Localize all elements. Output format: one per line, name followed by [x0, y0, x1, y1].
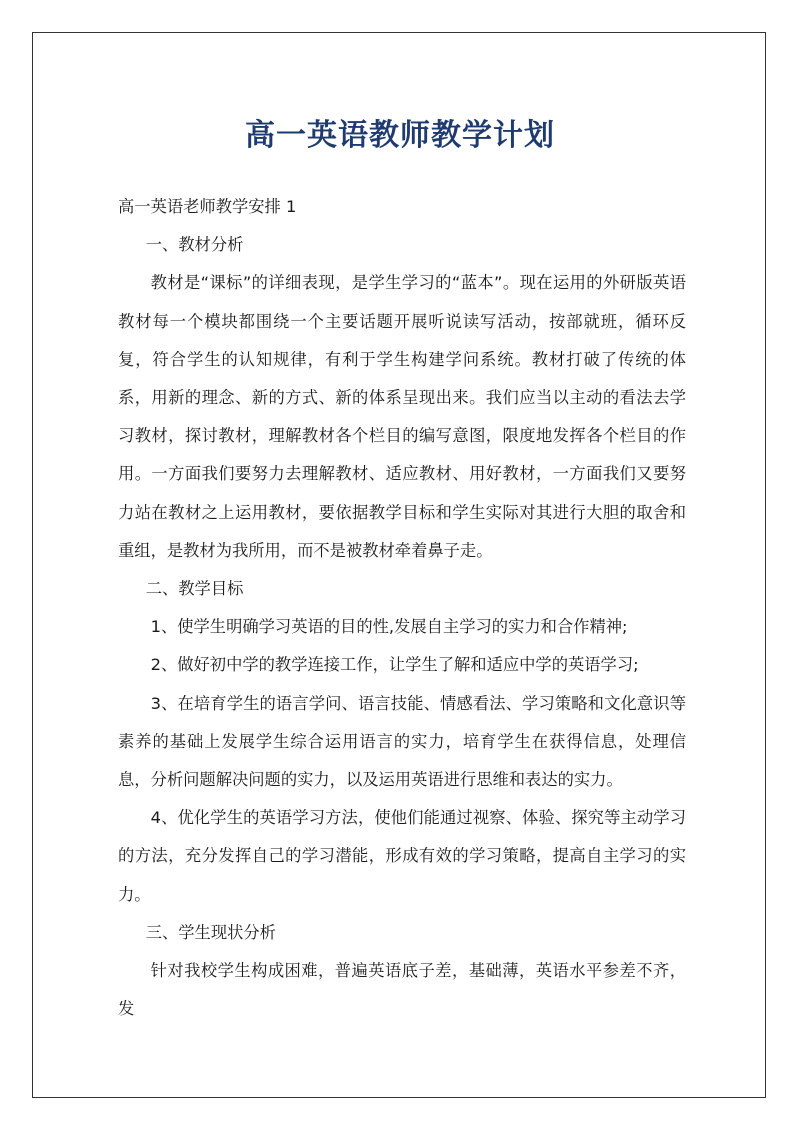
section-heading-textbook-analysis: 一、教材分析 [145, 235, 244, 255]
section-heading-teaching-goals: 二、教学目标 [145, 579, 244, 599]
goal-item-1: 1、使学生明确学习英语的目的性,发展自主学习的实力和合作精神; [150, 617, 628, 637]
section-subtitle: 高一英语老师教学安排 1 [118, 197, 297, 216]
document-title: 高一英语教师教学计划 [245, 118, 555, 153]
goal-item-4: 4、优化学生的英语学习方法，使他们能通过视察、体验、探究等主动学习的方法，充分发挥自己的学习潜能，形成有效的学习策略，提高自主学习的实力。 [118, 808, 686, 904]
section-heading-student-analysis: 三、学生现状分析 [145, 922, 276, 942]
paragraph-student-analysis: 针对我校学生构成困难，普遍英语底子差，基础薄，英语水平参差不齐，发 [118, 961, 686, 1019]
goal-item-3: 3、在培育学生的语言学问、语言技能、情感看法、学习策略和文化意识等素养的基础上发展学生综合运用语言的实力，培育学生在获得信息，处理信息，分析问题解决问题的实力，以及运用英语进行思维和表达的实力。 [118, 693, 686, 790]
paragraph-textbook-analysis: 教材是“课标”的详细表现，是学生学习的“蓝本”。现在运用的外研版英语教材每一个模块都围绕一个主要话题开展听说读写活动，按部就班，循环反复，符合学生的认知规律，有利于学生构建学问系统。教材打破了传统的体系，用新的理念、新的方式、新的体系呈现出来。我们应当以主动的看法去学习教材，探讨教材，理解教材各个栏目的编写意图，限度地发挥各个栏目的作用。一方面我们要努力去理解教材、适应教材、用好教材，一方面我们又要努力站在教材之上运用教材，要依据教学目标和学生实际对其进行大胆的取舍和重组，是教材为我所用，而不是被教材牵着鼻子走。 [118, 273, 686, 560]
goal-item-2: 2、做好初中学的教学连接工作，让学生了解和适应中学的英语学习; [150, 655, 639, 675]
document-body [118, 188, 686, 1028]
